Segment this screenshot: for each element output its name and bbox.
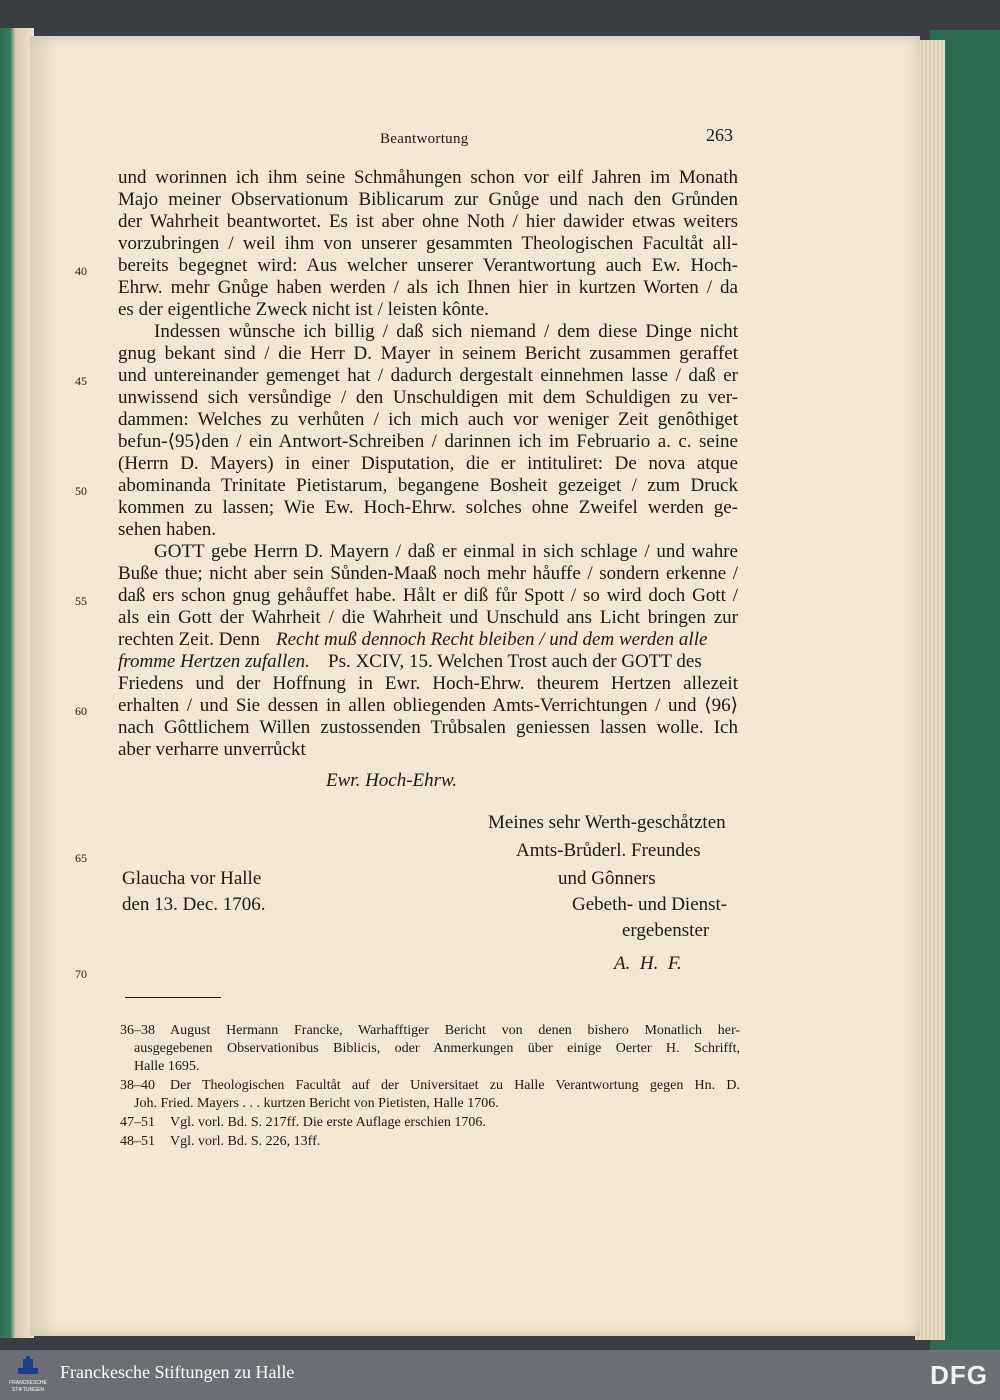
text-line: (Herrn D. Mayers) in einer Disputation, die er intituliret: De nova atque — [118, 453, 738, 474]
text-line: unwissend sich versůndige / den Unschuldigen mit dem Schuldigen zu ver- — [118, 387, 738, 408]
text-line: Buße thue; nicht aber sein Sůnden-Maaß noch mehr håuffe / sondern erkenne / — [118, 563, 738, 584]
text-line: und worinnen ich ihm seine Schmåhungen schon vor eilf Jahren im Monath — [118, 167, 738, 188]
text-line: und untereinander gemenget hat / dadurch dergestalt einnehmen lasse / daß er — [118, 365, 738, 386]
footnote-text: Vgl. vorl. Bd. S. 217ff. Die erste Auflage erschien 1706. — [170, 1115, 486, 1130]
line-number: 50 — [75, 484, 87, 498]
date: den 13. Dec. 1706. — [122, 894, 266, 915]
closing-line: und Gônners — [558, 868, 656, 889]
text-line: Ehrw. mehr Gnůge haben werden / als ich Ihnen hier in kurtzen Worten / da — [118, 277, 738, 298]
text-line: dammen: Welches zu verhůten / ich mich auch vor weniger Zeit genôthiget — [118, 409, 738, 430]
footnote-rule — [125, 997, 221, 998]
text-line: Friedens und der Hoffnung in Ewr. Hoch-Ehrw. theurem Hertzen allezeit — [118, 673, 738, 694]
svg-text:STIFTUNGEN: STIFTUNGEN — [12, 1387, 44, 1393]
text-line: Ps. XCIV, 15. Welchen Trost auch der GOTT des — [328, 651, 702, 672]
footnote-text: August Hermann Francke, Warhafftiger Bericht von denen bishero Monatlich her- — [170, 1023, 740, 1038]
dfg-logo[interactable]: DFG — [930, 1360, 988, 1390]
line-number: 65 — [75, 851, 87, 865]
footnote-text: Vgl. vorl. Bd. S. 226, 13ff. — [170, 1134, 321, 1149]
closing-line: Amts-Brůderl. Freundes — [516, 840, 701, 861]
footnote-text: ausgegebenen Observationibus Biblicis, oder Anmerkungen über einige Oerter H. Schrifft, — [134, 1041, 740, 1056]
line-number: 70 — [75, 967, 87, 981]
left-page-edge — [0, 28, 34, 1338]
page-number: 263 — [706, 125, 733, 145]
italic-quote: fromme Hertzen zufallen. — [118, 651, 310, 672]
svg-text:FRANCKESCHE: FRANCKESCHE — [9, 1380, 47, 1386]
text-line: erhalten / und Sie dessen in allen obliegenden Amts-Verrichtungen / und ⟨96⟩ — [118, 695, 738, 716]
place: Glaucha vor Halle — [122, 868, 262, 889]
text-line: befun-⟨95⟩den / ein Antwort-Schreiben / darinnen ich im Februario a. c. seine — [118, 431, 738, 452]
text-line: kommen zu lassen; Wie Ew. Hoch-Ehrw. solches ohne Zweifel werden ge- — [118, 497, 738, 518]
signature-initials: A. H. F. — [614, 953, 682, 974]
salutation: Ewr. Hoch-Ehrw. — [326, 770, 458, 791]
footnote-ref: 48–51 — [120, 1134, 155, 1149]
footnote-text: Der Theologischen Facultåt auf der Universitaet zu Halle Verantwortung gegen Hn. D. — [170, 1078, 740, 1093]
footnote-text: Halle 1695. — [134, 1059, 200, 1074]
footnote-text: Joh. Fried. Mayers . . . kurtzen Bericht von Pietisten, Halle 1706. — [134, 1096, 499, 1111]
institution-name[interactable]: Franckesche Stiftungen zu Halle — [60, 1362, 295, 1382]
italic-quote: Recht muß dennoch Recht bleiben / und dem werden alle — [276, 629, 708, 650]
text-line: rechten Zeit. Denn — [118, 629, 260, 650]
footnote-ref: 36–38 — [120, 1023, 155, 1038]
closing-line: Meines sehr Werth-geschåtzten — [488, 812, 726, 833]
text-line: Indessen wůnsche ich billig / daß sich niemand / dem diese Dinge nicht — [154, 321, 738, 342]
running-head: Beantwortung — [380, 131, 469, 147]
franckesche-stiftungen-logo[interactable] — [6, 1356, 50, 1394]
book-page — [30, 36, 920, 1336]
text-line: es der eigentliche Zweck nicht ist / leisten kônte. — [118, 299, 489, 320]
text-line: daß ers schon gnug gehåuffet habe. Hålt er diß fůr Spott / so wird doch Gott / — [118, 585, 738, 606]
text-line: nach Gôttlichem Willen zustossenden Trůbsalen geniessen lassen wolle. Ich — [118, 717, 738, 738]
text-line: Majo meiner Observationum Biblicarum zur Gnůge und nach den Grůnden — [118, 189, 738, 210]
line-number: 40 — [75, 264, 87, 278]
text-line: als ein Gott der Wahrheit / die Wahrheit und Unschuld ans Licht bringen zur — [118, 607, 738, 628]
footnote-ref: 38–40 — [120, 1078, 155, 1093]
text-line: aber verharre unverrůckt — [118, 739, 306, 760]
line-number: 60 — [75, 704, 87, 718]
text-line: sehen haben. — [118, 519, 217, 540]
line-number: 45 — [75, 374, 87, 388]
text-line: bereits begegnet wird: Aus welcher unserer Verantwortung auch Ew. Hoch- — [118, 255, 738, 276]
text-line: GOTT gebe Herrn D. Mayern / daß er einmal in sich schlage / und wahre — [154, 541, 738, 562]
closing-line: ergebenster — [622, 920, 710, 941]
footnote-ref: 47–51 — [120, 1115, 155, 1130]
text-line: der Wahrheit beantwortet. Es ist aber ohne Noth / hier dawider etwas weiters — [118, 211, 738, 232]
viewer-footer — [0, 1350, 1000, 1400]
line-number: 55 — [75, 594, 87, 608]
text-line: vorzubringen / weil ihm von unserer gesammten Theologischen Facultåt all- — [118, 233, 738, 254]
text-line: abominanda Trinitate Pietistarum, begangene Bosheit gezeiget / zum Druck — [118, 475, 738, 496]
closing-line: Gebeth- und Dienst- — [572, 894, 728, 915]
text-line: gnug bekant sind / die Herr D. Mayer in seinem Bericht zusammen geraffet — [118, 343, 738, 364]
